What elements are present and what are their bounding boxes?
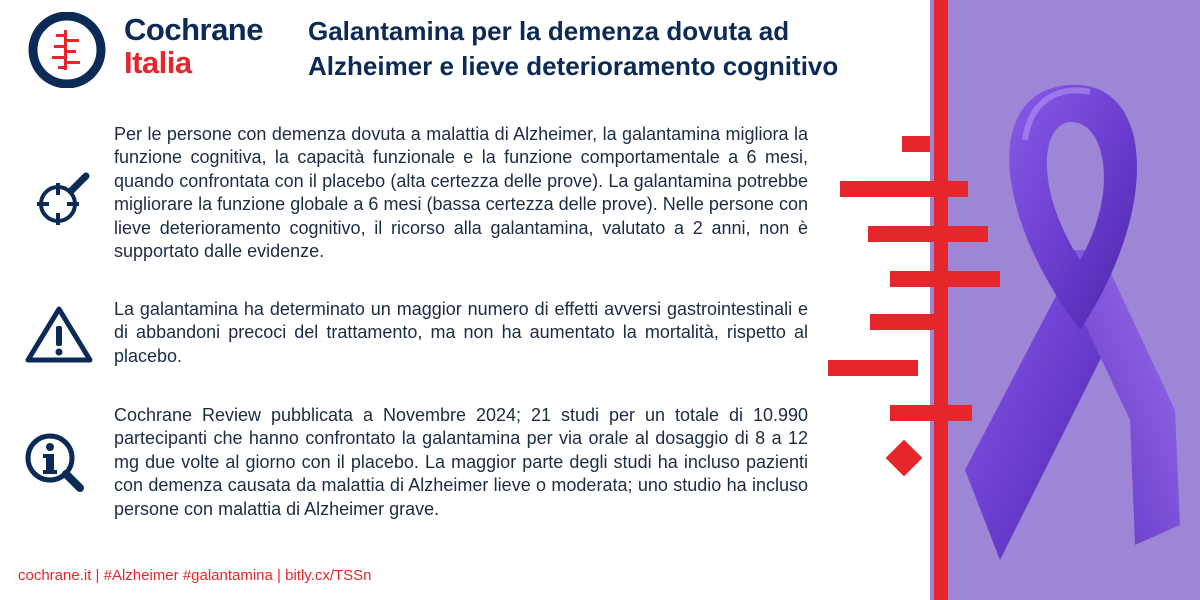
review-info-paragraph: Cochrane Review pubblicata a Novembre 2024; 21 studi per un totale di 10.990 partecipanti che hanno confrontato la galantamina per via orale al dosaggio di 8 a 12 mg due volte al giorno con il placebo. La maggior parte degli studi ha incluso pazienti con demenza causata da malattia di Alzheimer lieve o moderata; uno studio ha incluso persone con malattia di Alzheimer grave. bbox=[114, 405, 808, 519]
adverse-effects-paragraph: La galantamina ha determinato un maggior numero di effetti avversi gastrointestinali e di abbandoni precoci del trattamento, ma non ha aumentato la mortalità, rispetto al placebo. bbox=[114, 299, 808, 366]
summary-paragraph: Per le persone con demenza dovuta a malattia di Alzheimer, la galantamina migliora la funzione cognitiva, la capacità funzionale e la funzione comportamentale a 6 mesi, quando confrontata con il placebo (alta certezza delle prove). La galantamina potrebbe migliorare la funzione globale a 6 mesi (bassa certezza delle prove). Nelle persone con lieve deterioramento cognitivo, il ricorso alla galantamina, valutato a 2 anni, non è supportato dalle evidenze. bbox=[114, 124, 808, 262]
title-line-2: Alzheimer e lieve deterioramento cognitivo bbox=[308, 50, 839, 81]
logo-text-italia: Italia bbox=[124, 45, 192, 80]
logo-text-cochrane: Cochrane bbox=[124, 12, 263, 47]
footer-links: cochrane.it | #Alzheimer #galantamina | bitly.cx/TSSn bbox=[18, 567, 372, 584]
title-line-1: Galantamina per la demenza dovuta ad bbox=[308, 16, 790, 46]
